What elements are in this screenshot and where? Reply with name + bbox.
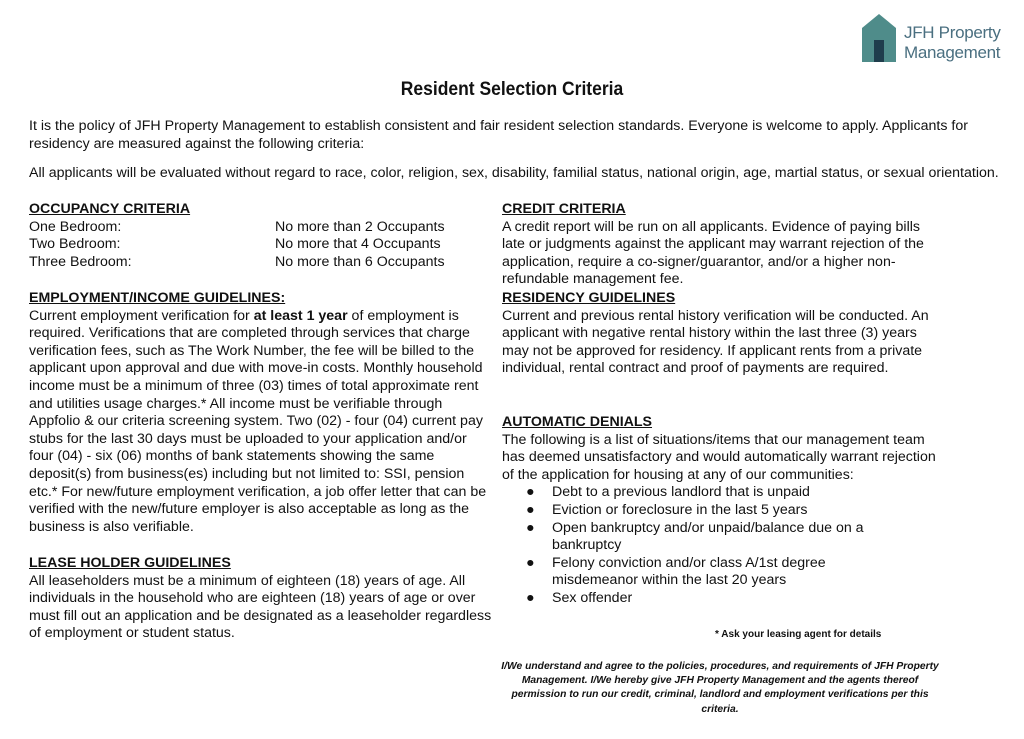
occupancy-unit: Two Bedroom: bbox=[29, 236, 121, 253]
credit-paragraph: A credit report will be run on all applicants. Evidence of paying bills late or judgments against the applicant may warrant rejection of the application, require a co-signer/guarantor, and/or a higher non-refundable management fee. bbox=[502, 218, 924, 288]
list-item-text: Open bankruptcy and/or unpaid/balance due on a bankruptcy bbox=[552, 519, 864, 554]
employment-text-start: Current employment verification for bbox=[29, 307, 254, 324]
lease-holder-section bbox=[29, 555, 495, 643]
denials-section bbox=[502, 414, 942, 608]
bullet-icon: ● bbox=[526, 554, 535, 571]
house-icon bbox=[862, 14, 896, 62]
bullet-icon: ● bbox=[526, 501, 535, 518]
occupancy-row bbox=[29, 254, 499, 272]
logo-line-2: Management bbox=[904, 43, 1001, 62]
occupancy-limit: No more than 2 Occupants bbox=[275, 218, 445, 235]
list-item-text: Eviction or foreclosure in the last 5 years bbox=[552, 501, 808, 518]
list-item bbox=[502, 590, 902, 608]
leasing-agent-note: * Ask your leasing agent for details bbox=[715, 629, 882, 640]
occupancy-unit: One Bedroom: bbox=[29, 218, 122, 235]
bullet-icon: ● bbox=[526, 589, 535, 606]
list-item bbox=[502, 555, 902, 590]
company-logo bbox=[862, 14, 1012, 66]
employment-emphasis: at least 1 year bbox=[253, 307, 348, 324]
agreement-statement: I/We understand and agree to the policies, procedures, and requirements of JFH Property Management. I/We hereby give JFH Property Management and the agents thereof permission to run our credit, criminal, landlord and employment verifications per this criteria. bbox=[501, 661, 939, 715]
credit-section bbox=[502, 201, 942, 289]
bullet-icon: ● bbox=[526, 484, 535, 501]
occupancy-limit: No more that 4 Occupants bbox=[275, 236, 441, 253]
occupancy-row bbox=[29, 219, 499, 237]
denials-paragraph: The following is a list of situations/items that our management team has deemed unsatisfactory and would automatically warrant rejection of the application for housing at any of our communities: bbox=[502, 431, 936, 483]
occupancy-unit: Three Bedroom: bbox=[29, 253, 132, 270]
policy-paragraph: It is the policy of JFH Property Management to establish consistent and fair resident selection standards. Everyone is welcome to apply. Applicants for residency are measured against the following criteria: bbox=[29, 118, 968, 152]
page-title: Resident Selection Criteria bbox=[400, 79, 624, 100]
list-item-text: Sex offender bbox=[552, 589, 633, 606]
residency-heading: RESIDENCY GUIDELINES bbox=[502, 290, 676, 306]
residency-paragraph: Current and previous rental history verification will be conducted. An applicant with negative rental history within the last three (3) years may not be approved for residency. If applicant rents from a private individual, rental contract and proof of payments are required. bbox=[502, 307, 929, 377]
fair-housing-paragraph: All applicants will be evaluated without regard to race, color, religion, sex, disability, familial status, national origin, age, martial status, or sexual orientation. bbox=[29, 165, 999, 181]
denials-heading: AUTOMATIC DENIALS bbox=[502, 414, 653, 430]
list-item-text: Felony conviction and/or class A/1st degree misdemeanor within the last 20 years bbox=[552, 554, 826, 589]
employment-heading: EMPLOYMENT/INCOME GUIDELINES: bbox=[29, 290, 286, 306]
list-item bbox=[502, 502, 902, 520]
employment-paragraph bbox=[29, 308, 495, 537]
occupancy-section bbox=[29, 201, 499, 271]
credit-heading: CREDIT CRITERIA bbox=[502, 201, 626, 217]
list-item bbox=[502, 520, 902, 555]
logo-text bbox=[904, 23, 1001, 63]
occupancy-limit: No more than 6 Occupants bbox=[275, 253, 445, 270]
employment-section bbox=[29, 290, 495, 536]
denials-list bbox=[502, 484, 902, 607]
employment-text-rest: of employment is required. Verifications that are completed through services that charge verification fees, such as The Work Number, the fee will be billed to the applicant upon approval and due with move-in costs. Monthly household income must be a minimum of three (03) times of total approximate rent and utilities usage charges.* All income must be verifiable through Appfolio & our criteria screening system. Two (02) - four (04) current pay stubs for the last 30 days must be uploaded to your application and/or four (04) - six (06) months of bank statements showing the same deposit(s) from business(es) including but not limited to: SSI, pension etc.* For new/future employment verification, a job offer letter that can be verified with the new/future employer is also acceptable as long as the business is also verifiable. bbox=[29, 307, 487, 535]
residency-section bbox=[502, 290, 942, 378]
occupancy-row bbox=[29, 236, 499, 254]
list-item bbox=[502, 484, 902, 502]
lease-holder-heading: LEASE HOLDER GUIDELINES bbox=[29, 555, 231, 571]
logo-line-1: JFH Property bbox=[904, 23, 1001, 42]
list-item-text: Debt to a previous landlord that is unpaid bbox=[552, 484, 810, 501]
lease-holder-paragraph: All leaseholders must be a minimum of eighteen (18) years of age. All individuals in the household who are eighteen (18) years of age or over must fill out an application and be designated as a leaseholder regardless of employment or student status. bbox=[29, 572, 492, 642]
bullet-icon: ● bbox=[526, 519, 535, 536]
occupancy-heading: OCCUPANCY CRITERIA bbox=[29, 201, 191, 217]
